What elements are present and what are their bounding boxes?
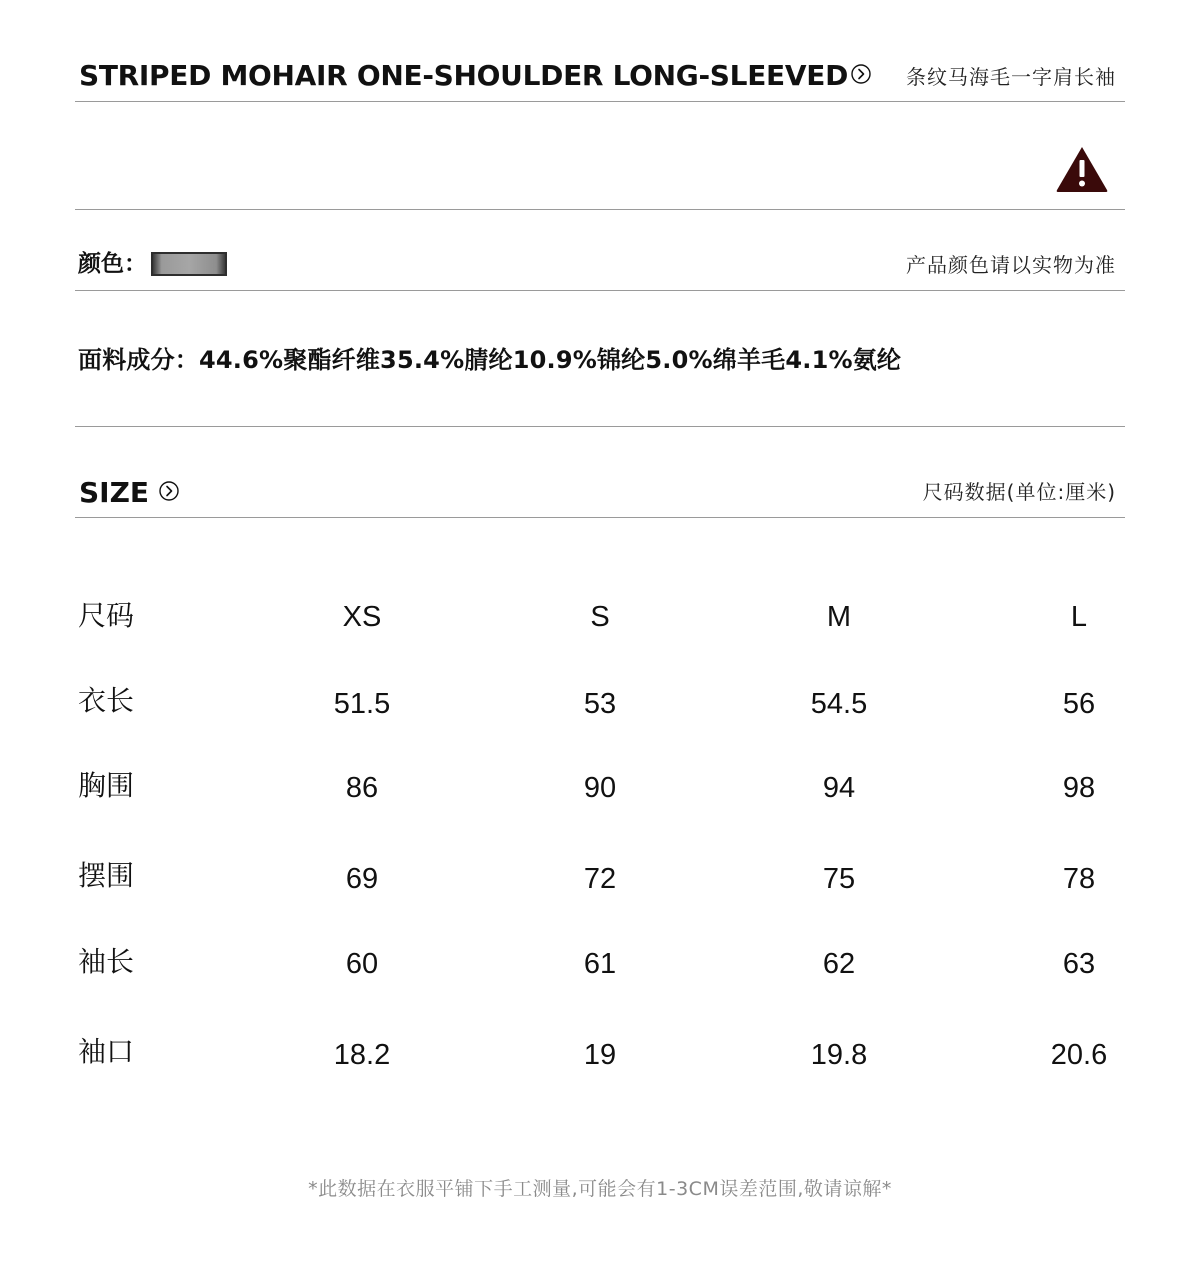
table-row-label: 袖长 [78, 945, 135, 978]
size-header-s: S [590, 601, 610, 633]
table-cell: 54.5 [810, 688, 868, 720]
table-cell: 90 [583, 772, 617, 804]
table-cell: 86 [345, 772, 379, 804]
table-cell: 19 [583, 1039, 617, 1071]
table-cell: 18.2 [333, 1039, 391, 1071]
measurement-footnote: *此数据在衣服平铺下手工测量,可能会有1-3CM误差范围,敬请谅解* [308, 1178, 892, 1200]
table-cell: 56 [1062, 688, 1096, 720]
table-cell: 62 [822, 948, 856, 980]
table-cell: 60 [345, 948, 379, 980]
table-cell: 75 [822, 863, 856, 895]
table-row-label: 摆围 [78, 859, 135, 892]
color-label: 颜色： [78, 251, 147, 277]
product-title-cn: 条纹马海毛一字肩长袖 [906, 65, 1116, 89]
table-cell: 72 [583, 863, 617, 895]
table-cell: 51.5 [333, 688, 391, 720]
size-heading-text: SIZE [79, 476, 150, 509]
table-row-label: 衣长 [78, 684, 135, 717]
product-title-en-text: STRIPED MOHAIR ONE-SHOULDER LONG-SLEEVED [79, 59, 849, 92]
table-cell: 19.8 [810, 1039, 868, 1071]
size-unit-note: 尺码数据(单位:厘米) [922, 480, 1116, 504]
size-header-label: 尺码 [78, 599, 135, 632]
table-cell: 69 [345, 863, 379, 895]
size-header-l: L [1070, 601, 1088, 633]
table-row-label: 胸围 [78, 769, 135, 802]
table-cell: 63 [1062, 948, 1096, 980]
table-cell: 61 [583, 948, 617, 980]
table-cell: 20.6 [1050, 1039, 1108, 1071]
table-cell: 98 [1062, 772, 1096, 804]
color-note: 产品颜色请以实物为准 [906, 253, 1116, 277]
fabric-composition: 面料成分：44.6%聚酯纤维35.4%腈纶10.9%锦纶5.0%绵羊毛4.1%氨纶 [78, 346, 902, 374]
table-cell: 94 [822, 772, 856, 804]
size-header-xs: XS [342, 601, 382, 633]
table-cell: 78 [1062, 863, 1096, 895]
size-header-m: M [826, 601, 852, 633]
table-row-label: 袖口 [78, 1035, 135, 1068]
table-cell: 53 [583, 688, 617, 720]
